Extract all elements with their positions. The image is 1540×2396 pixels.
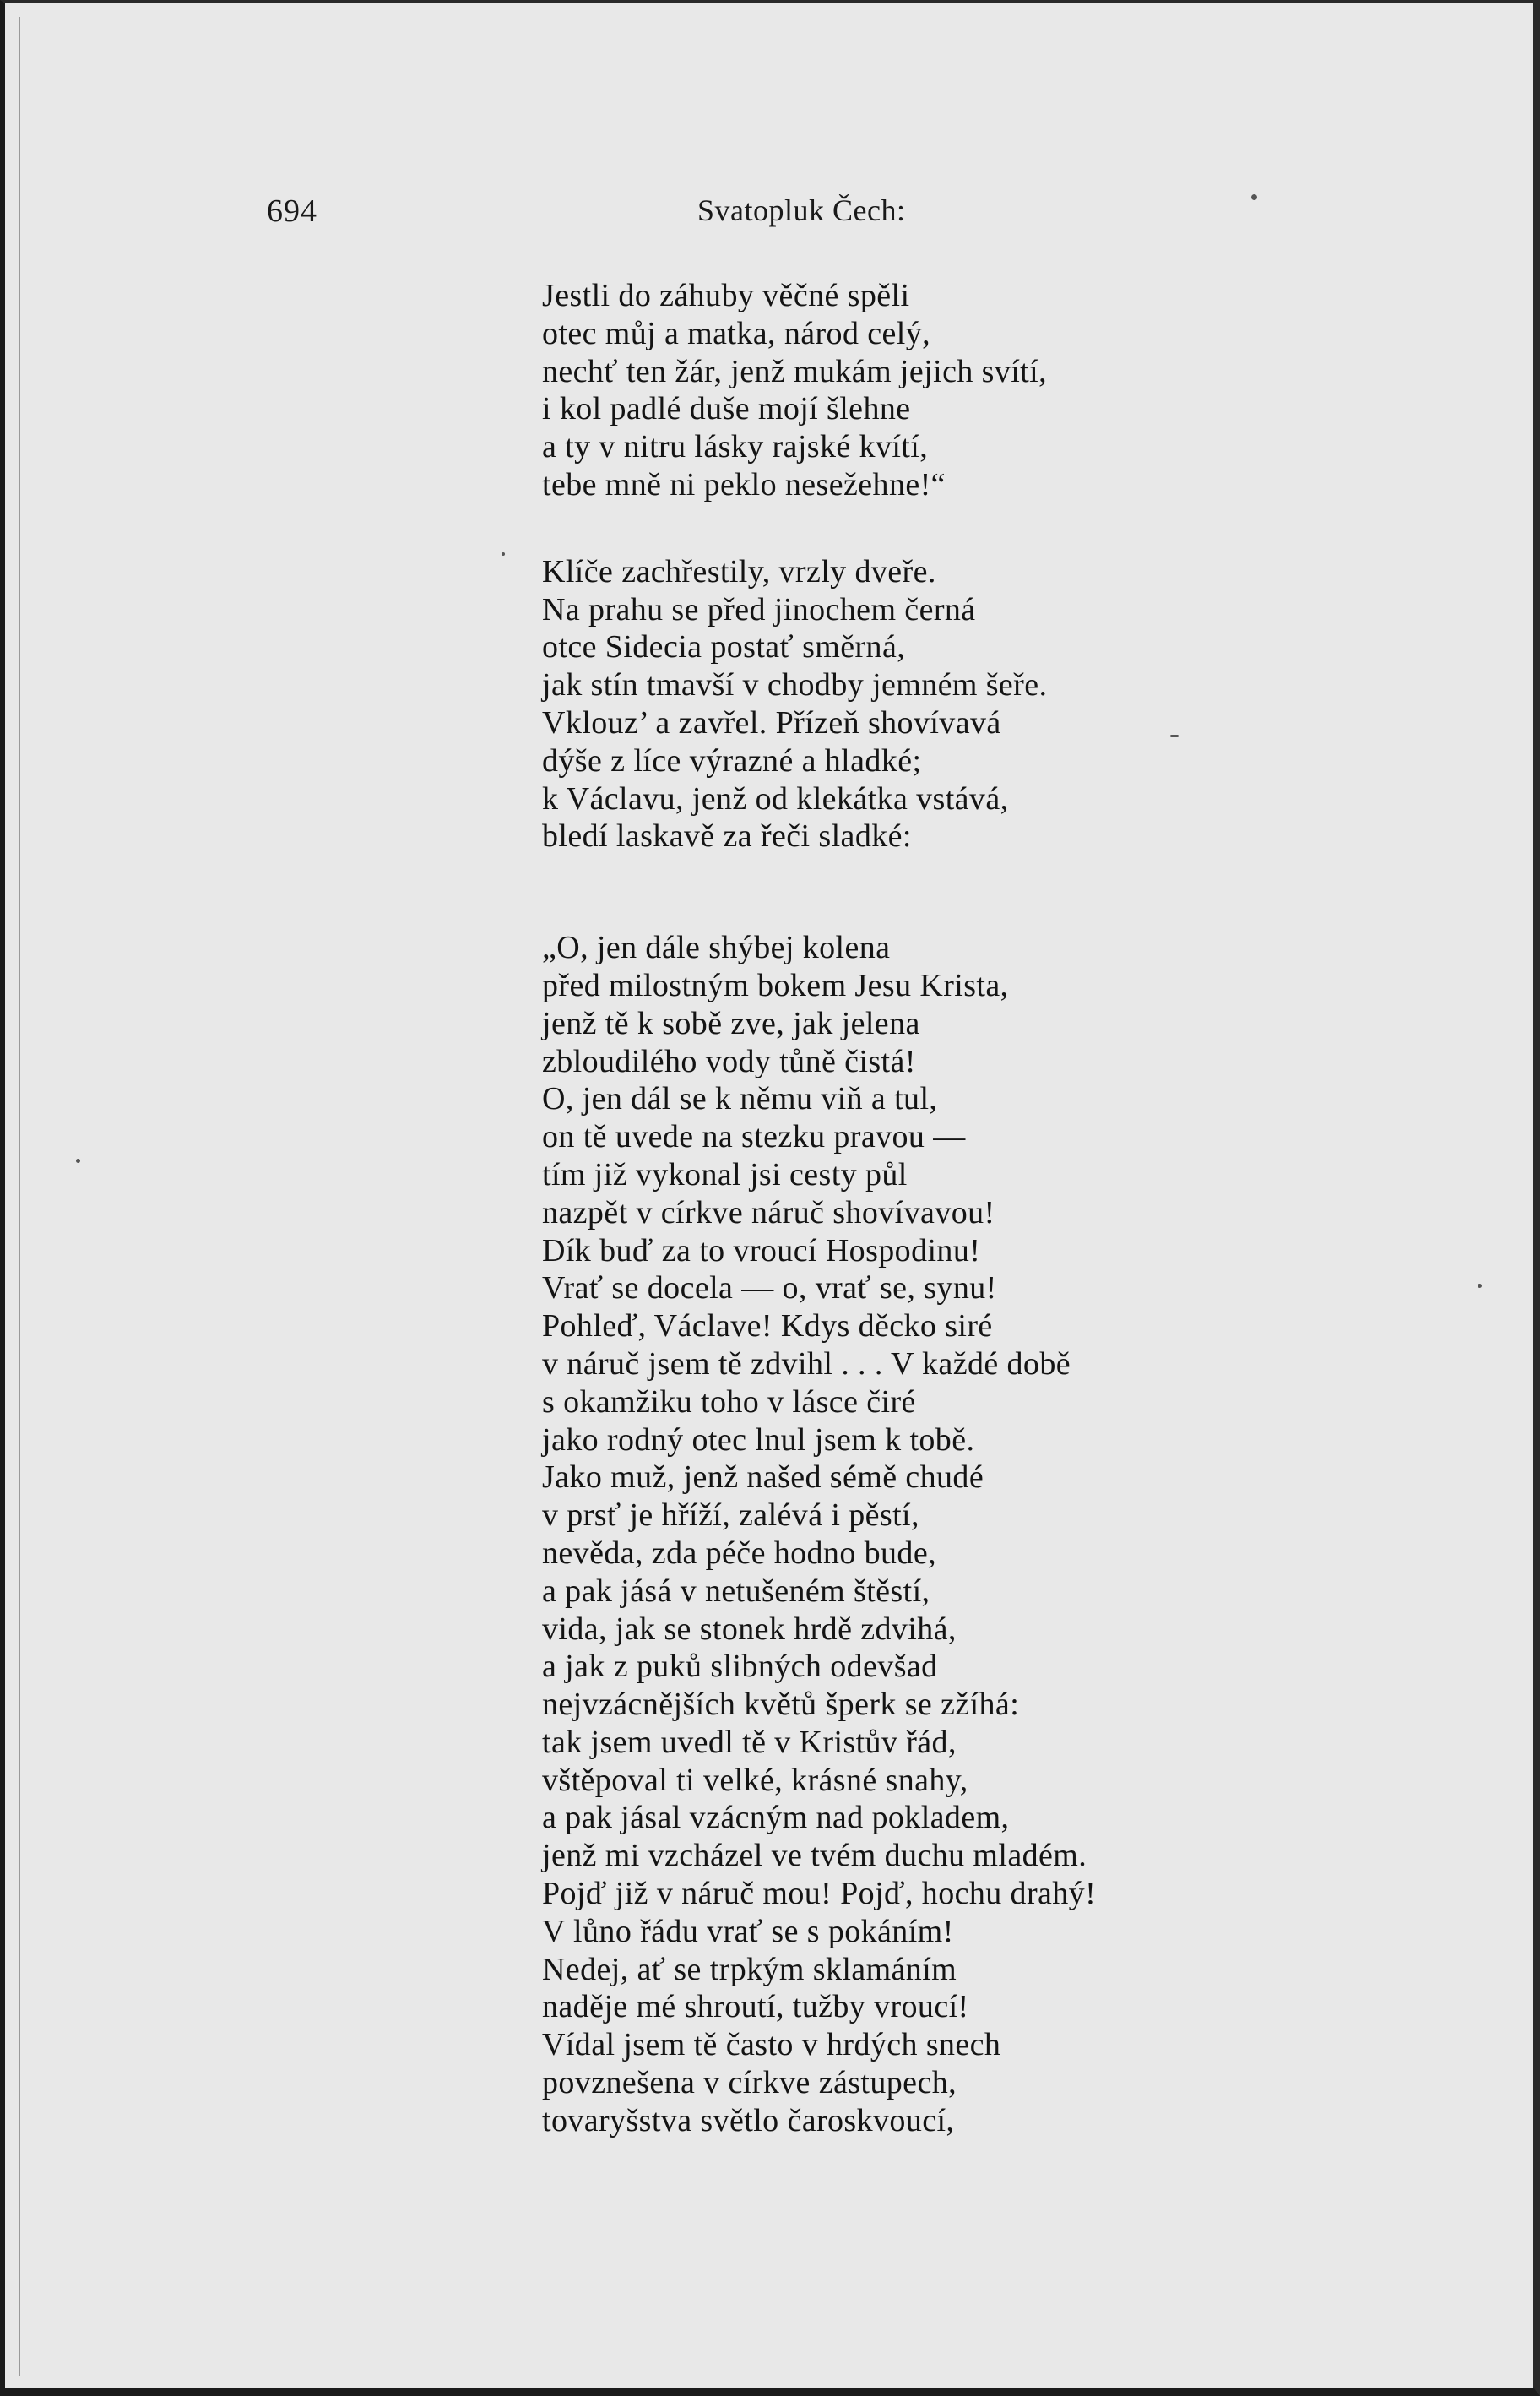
- verse-line: nejvzácnějších květů šperk se zžíhá:: [542, 1687, 1020, 1723]
- verse-line: naděje mé shroutí, tužby vroucí!: [542, 1989, 969, 2025]
- verse-line: a jak z puků slibných odevšad: [542, 1649, 938, 1685]
- verse-line: Klíče zachřestily, vrzly dveře.: [542, 553, 936, 589]
- verse-line: on tě uvede na stezku pravou —: [542, 1119, 966, 1155]
- poem-text: [542, 277, 1201, 2140]
- verse-line: jak stín tmavší v chodby jemném šeře.: [542, 667, 1048, 704]
- verse-line: dýše z líce výrazné a hladké;: [542, 742, 922, 779]
- verse-line: v prsť je hříží, zalévá i pěstí,: [542, 1497, 919, 1534]
- page-header: [267, 193, 1263, 243]
- verse-line: a pak jásal vzácným nad pokladem,: [542, 1800, 1010, 1836]
- scan-speck: [1170, 735, 1179, 737]
- verse-line: tím již vykonal jsi cesty půl: [542, 1156, 908, 1193]
- verse-line: tak jsem uvedl tě v Kristův řád,: [542, 1724, 957, 1760]
- verse-line: a ty v nitru lásky rajské kvítí,: [542, 429, 929, 465]
- verse-line: jenž tě k sobě zve, jak jelena: [542, 1005, 920, 1041]
- verse-line: „O, jen dále shýbej kolena: [542, 930, 891, 966]
- verse-line: bledí laskavě za řeči sladké:: [542, 818, 912, 855]
- verse-line: V lůno řádu vrať se s pokáním!: [542, 1913, 954, 1949]
- verse-line: Pohleď, Václave! Kdys děcko siré: [542, 1308, 993, 1345]
- scan-speck: [1478, 1284, 1482, 1288]
- verse-line: tovaryšstva světlo čaroskvoucí,: [542, 2102, 955, 2138]
- verse-line: jenž mi vzcházel ve tvém duchu mladém.: [542, 1838, 1087, 1874]
- stanza: [542, 553, 1201, 856]
- verse-line: Pojď již v náruč mou! Pojď, hochu drahý!: [542, 1876, 1097, 1912]
- scan-speck: [1251, 194, 1257, 200]
- verse-line: Dík buď za to vroucí Hospodinu!: [542, 1232, 981, 1269]
- verse-line: v náruč jsem tě zdvihl . . . V každé době: [542, 1345, 1071, 1382]
- verse-line: nazpět v církve náruč shovívavou!: [542, 1194, 995, 1231]
- verse-line: zbloudilého vody tůně čistá!: [542, 1043, 916, 1079]
- verse-line: k Václavu, jenž od klekátka vstává,: [542, 780, 1009, 817]
- verse-line: vštěpoval ti velké, krásné snahy,: [542, 1762, 968, 1798]
- verse-line: před milostným bokem Jesu Krista,: [542, 967, 1009, 1003]
- verse-line: Vídal jsem tě často v hrdých snech: [542, 2027, 1001, 2063]
- running-head: Svatopluk Čech:: [697, 193, 906, 227]
- verse-line: Na prahu se před jinochem černá: [542, 591, 976, 628]
- verse-line: O, jen dál se k němu viň a tul,: [542, 1081, 938, 1117]
- verse-line: Jestli do záhuby věčné spěli: [542, 278, 910, 313]
- page-number: 694: [267, 193, 317, 229]
- stanza: [542, 277, 1201, 504]
- verse-line: nevěda, zda péče hodno bude,: [542, 1535, 936, 1571]
- verse-line: povznešena v církve zástupech,: [542, 2065, 957, 2101]
- verse-line: tebe mně ni peklo nesežehne!“: [542, 466, 946, 503]
- verse-line: a pak jásá v netušeném štěstí,: [542, 1573, 930, 1609]
- page-edge: [19, 17, 20, 2376]
- verse-line: i kol padlé duše mojí šlehne: [542, 391, 911, 427]
- verse-line: Vrať se docela — o, vrať se, synu!: [542, 1270, 997, 1307]
- verse-line: otec můj a matka, národ celý,: [542, 315, 931, 351]
- scan-speck: [502, 552, 505, 556]
- scan-speck: [76, 1159, 80, 1163]
- verse-line: jako rodný otec lnul jsem k tobě.: [542, 1421, 975, 1458]
- verse-line: nechť ten žár, jenž mukám jejich svítí,: [542, 353, 1047, 389]
- verse-line: Vklouz’ a zavřel. Přízeň shovívavá: [542, 704, 1001, 741]
- verse-line: Nedej, ať se trpkým sklamáním: [542, 1951, 957, 1987]
- stanza: [542, 929, 1201, 2140]
- verse-line: Jako muž, jenž našed sémě chudé: [542, 1459, 984, 1496]
- verse-line: s okamžiku toho v lásce čiré: [542, 1383, 916, 1420]
- verse-line: otce Sidecia postať směrná,: [542, 629, 906, 666]
- verse-line: vida, jak se stonek hrdě zdvihá,: [542, 1611, 957, 1647]
